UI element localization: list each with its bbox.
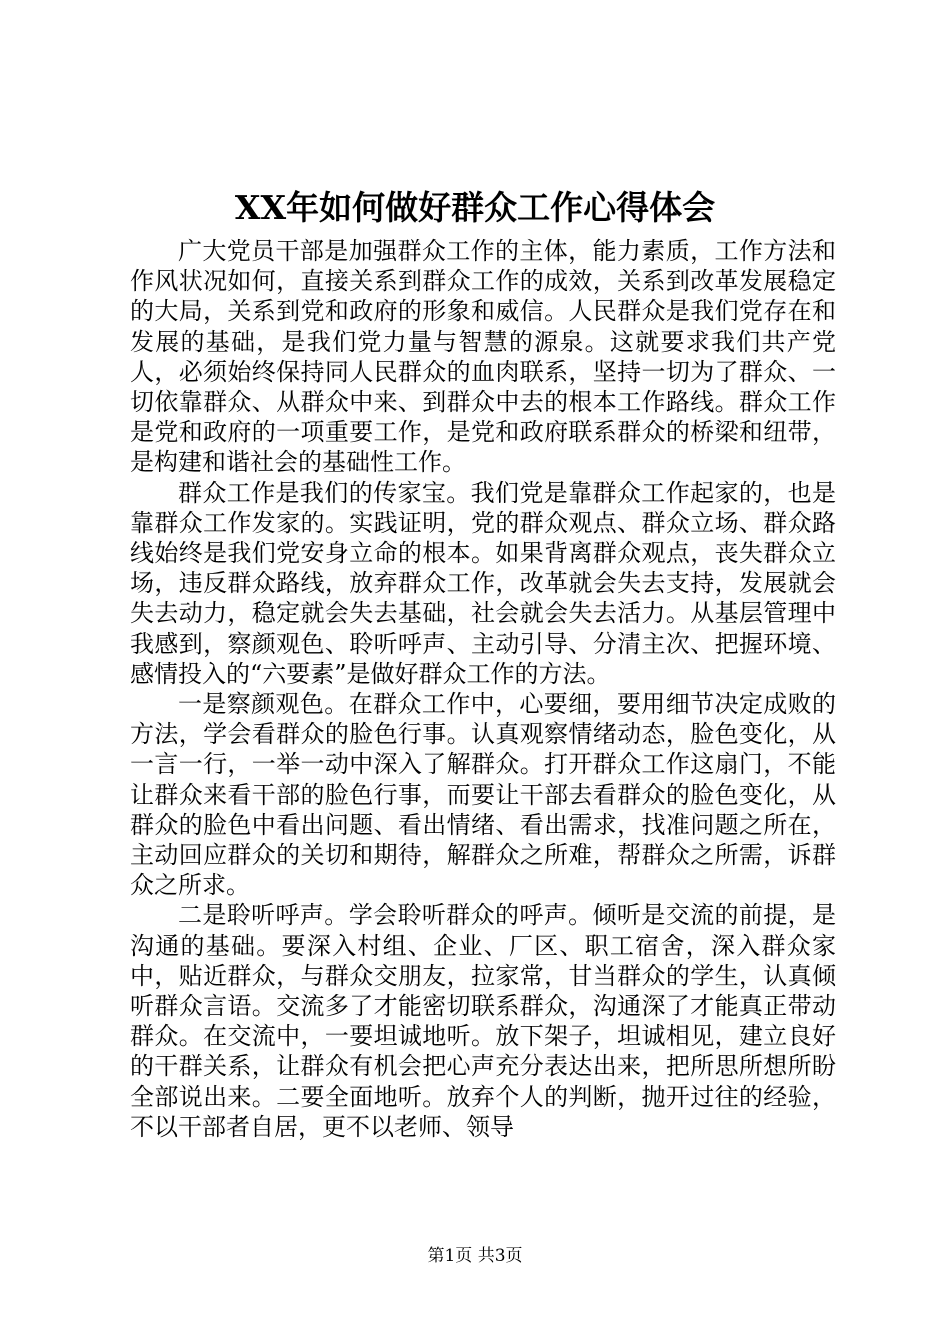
paragraph: 广大党员干部是加强群众工作的主体，能力素质，工作方法和作风状况如何，直接关系到群众工作的成效，关系到改革发展稳定的大局，关系到党和政府的形象和威信。人民群众是我们党存在和发展的基础，是我们党力量与智慧的源泉。这就要求我们共产党人，必须始终保持同人民群众的血肉联系，坚持一切为了群众、一切依靠群众、从群众中来、到群众中去的根本工作路线。群众工作是党和政府的一项重要工作，是党和政府联系群众的桥梁和纽带，是构建和谐社会的基础性工作。 [130,237,836,477]
paragraph: 一是察颜观色。在群众工作中，心要细，要用细节决定成败的方法，学会看群众的脸色行事。认真观察情绪动态，脸色变化，从一言一行，一举一动中深入了解群众。打开群众工作这扇门，不能让群众来看干部的脸色行事，而要让干部去看群众的脸色变化，从群众的脸色中看出问题、看出情绪、看出需求，找准问题之所在，主动回应群众的关切和期待，解群众之所难，帮群众之所需，诉群众之所求。 [130,690,836,900]
page-number: 第1页 共3页 [427,1246,523,1266]
document-body [130,236,836,1142]
paragraph: 二是聆听呼声。学会聆听群众的呼声。倾听是交流的前提，是沟通的基础。要深入村组、企业、厂区、职工宿舍，深入群众家中，贴近群众，与群众交朋友，拉家常，甘当群众的学生，认真倾听群众言语。交流多了才能密切联系群众，沟通深了才能真正带动群众。在交流中，一要坦诚地听。放下架子，坦诚相见，建立良好的干群关系，让群众有机会把心声充分表达出来，把所思所想所盼全部说出来。二要全面地听。放弃个人的判断，抛开过往的经验，不以干部者自居，更不以老师、领导 [130,901,836,1141]
paragraph: 群众工作是我们的传家宝。我们党是靠群众工作起家的，也是靠群众工作发家的。实践证明，党的群众观点、群众立场、群众路线始终是我们党安身立命的根本。如果背离群众观点，丧失群众立场，违反群众路线，放弃群众工作，改革就会失去支持，发展就会失去动力，稳定就会失去基础，社会就会失去活力。从基层管理中我感到，察颜观色、聆听呼声、主动引导、分清主次、把握环境、感情投入的“六要素”是做好群众工作的方法。 [130,478,836,688]
document-title: XX年如何做好群众工作心得体会 [234,188,716,227]
